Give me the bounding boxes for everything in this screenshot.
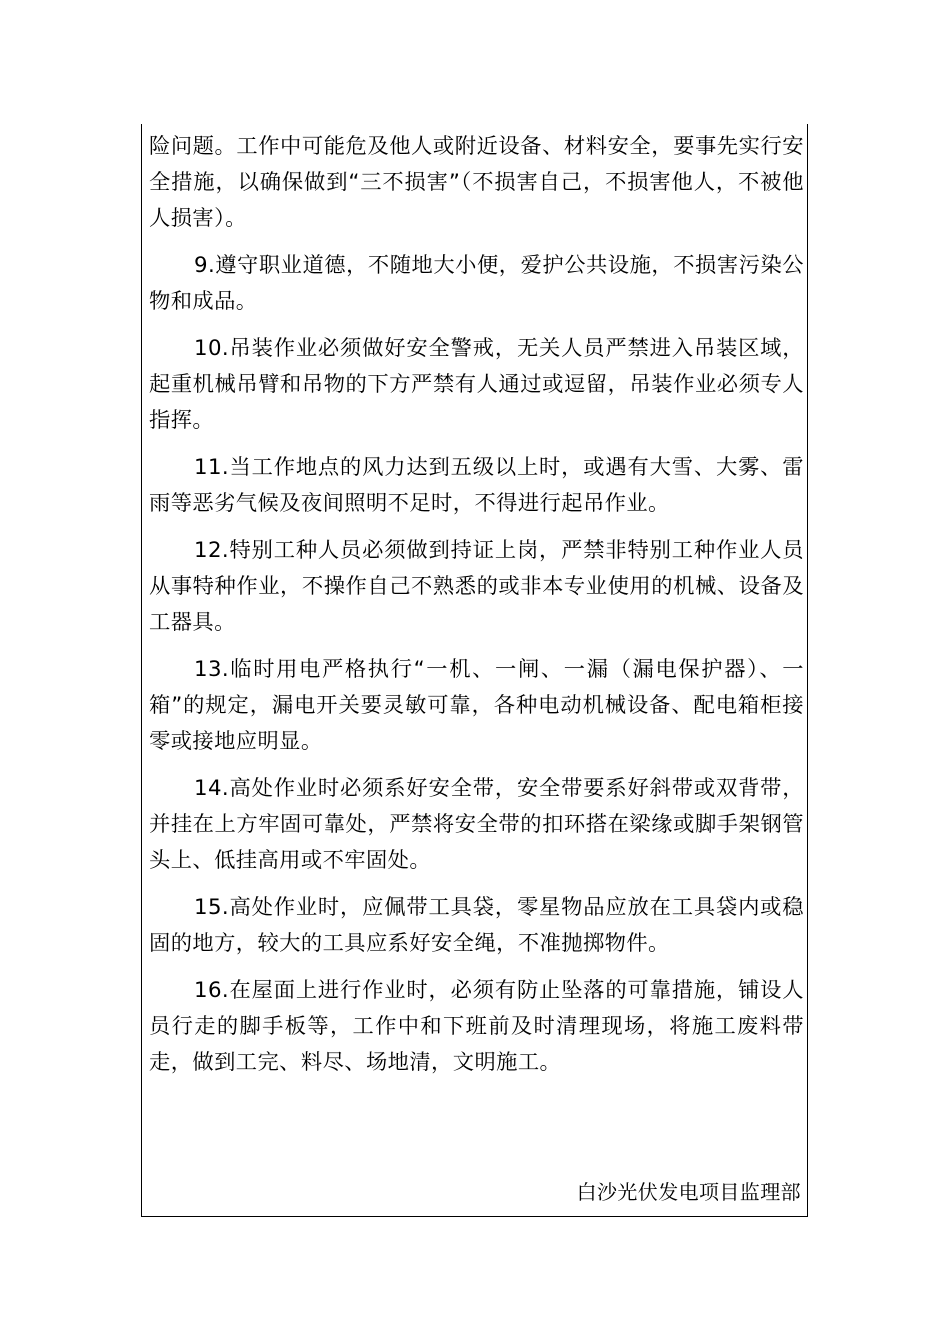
paragraph-rule-16: 16.在屋面上进行作业时，必须有防止坠落的可靠措施，铺设人员行走的脚手板等，工作中和下班前及时清理现场，将施工废料带走，做到工完、料尽、场地清，文明施工。 [149,978,804,1075]
signature-department: 白沙光伏发电项目监理部 [576,1180,801,1204]
paragraph-rule-15: 15.高处作业时，应佩带工具袋，零星物品应放在工具袋内或稳固的地方，较大的工具应系好安全绳，不准抛掷物件。 [149,895,804,956]
paragraph-rule-10: 10.吊装作业必须做好安全警戒，无关人员严禁进入吊装区域，起重机械吊臂和吊物的下方严禁有人通过或逗留，吊装作业必须专人指挥。 [149,336,804,433]
document-frame [141,124,808,1217]
paragraph-rule-13: 13.临时用电严格执行“一机、一闸、一漏（漏电保护器）、一箱”的规定，漏电开关要灵敏可靠，各种电动机械设备、配电箱柜接零或接地应明显。 [149,657,804,754]
paragraph-rule-14: 14.高处作业时必须系好安全带，安全带要系好斜带或双背带，并挂在上方牢固可靠处，严禁将安全带的扣环搭在梁缘或脚手架钢管头上、低挂高用或不牢固处。 [149,776,804,873]
paragraph-continued: 险问题。工作中可能危及他人或附近设备、材料安全，要事先实行安全措施，以确保做到“三不损害”（不损害自己，不损害他人，不被他人损害）。 [149,134,804,231]
paragraph-rule-12: 12.特别工种人员必须做到持证上岗，严禁非特别工种作业人员从事特种作业，不操作自己不熟悉的或非本专业使用的机械、设备及工器具。 [149,538,804,635]
paragraph-rule-11: 11.当工作地点的风力达到五级以上时，或遇有大雪、大雾、雷雨等恶劣气候及夜间照明不足时，不得进行起吊作业。 [149,455,804,516]
document-body [149,129,804,1092]
paragraph-rule-9: 9.遵守职业道德，不随地大小便，爱护公共设施，不损害污染公物和成品。 [149,253,804,314]
